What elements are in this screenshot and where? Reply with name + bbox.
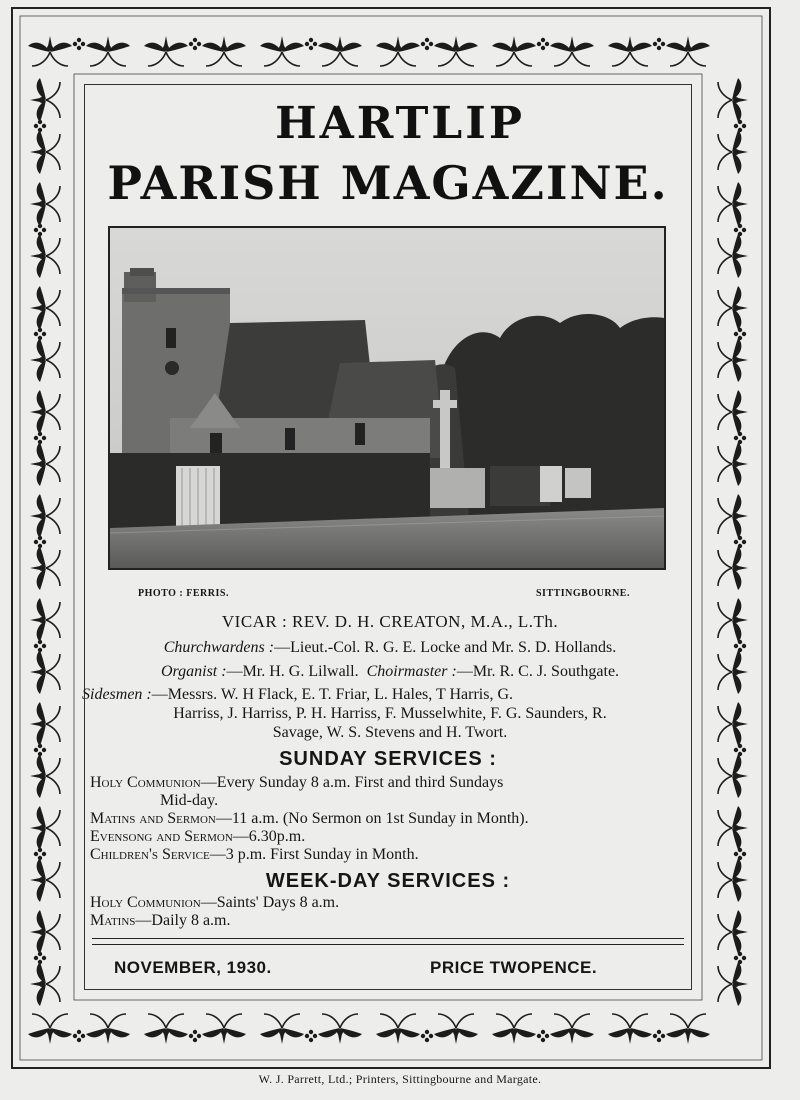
service-time: Mid-day. — [160, 792, 219, 809]
floral-ornament — [30, 650, 60, 694]
choirmaster-label: Choirmaster : — [366, 663, 457, 680]
dot-ornament — [421, 1030, 433, 1042]
sunday-service-row — [90, 773, 503, 792]
floral-ornament — [718, 390, 748, 434]
floral-ornament — [718, 442, 748, 486]
floral-ornament — [376, 1014, 420, 1044]
service-time: —3 p.m. First Sunday in Month. — [209, 846, 419, 863]
dot-ornament — [734, 328, 746, 340]
dot-ornament — [734, 848, 746, 860]
dot-ornament — [305, 1030, 317, 1042]
issue-date: NOVEMBER, 1930. — [114, 958, 272, 977]
floral-ornament — [260, 1014, 304, 1044]
church-photo-image — [110, 228, 664, 568]
floral-ornament — [30, 234, 60, 278]
divider-rule — [92, 938, 684, 945]
floral-ornament — [718, 338, 748, 382]
floral-ornament — [718, 702, 748, 746]
floral-ornament — [550, 1014, 594, 1044]
floral-ornament — [30, 962, 60, 1006]
dot-ornament — [537, 38, 549, 50]
floral-ornament — [28, 1014, 72, 1044]
service-time: —Saints' Days 8 a.m. — [200, 894, 340, 911]
choirmaster-name: —Mr. R. C. J. Southgate. — [456, 663, 620, 680]
floral-ornament — [718, 962, 748, 1006]
floral-ornament — [144, 36, 188, 66]
dot-ornament — [34, 224, 46, 236]
floral-ornament — [718, 858, 748, 902]
dot-ornament — [34, 328, 46, 340]
floral-ornament — [718, 546, 748, 590]
floral-ornament — [86, 36, 130, 66]
floral-ornament — [666, 36, 710, 66]
floral-ornament — [30, 754, 60, 798]
floral-ornament — [666, 1014, 710, 1044]
price: PRICE TWOPENCE. — [430, 958, 598, 977]
organist-line — [80, 662, 700, 681]
dot-ornament — [421, 38, 433, 50]
dot-ornament — [734, 536, 746, 548]
sunday-service-row — [90, 845, 419, 864]
dot-ornament — [305, 38, 317, 50]
weekday-service-row — [90, 911, 231, 930]
sunday-service-row — [90, 827, 305, 846]
photo-location: SITTINGBOURNE. — [536, 588, 630, 599]
floral-ornament — [202, 36, 246, 66]
sunday-services-heading: SUNDAY SERVICES : — [279, 748, 497, 770]
dot-ornament — [34, 744, 46, 756]
service-time: —Daily 8 a.m. — [135, 912, 231, 929]
floral-ornament — [718, 234, 748, 278]
floral-ornament — [376, 36, 420, 66]
floral-ornament — [202, 1014, 246, 1044]
floral-ornament — [30, 442, 60, 486]
floral-ornament — [718, 598, 748, 642]
floral-ornament — [434, 1014, 478, 1044]
churchwardens-line — [80, 638, 700, 657]
churchwardens-label: Churchwardens : — [163, 639, 275, 656]
floral-ornament — [718, 806, 748, 850]
dot-ornament — [734, 640, 746, 652]
floral-ornament — [608, 1014, 652, 1044]
service-name: Holy Communion — [90, 774, 201, 791]
photo-credit: PHOTO : FERRIS. — [138, 588, 229, 599]
sidesmen-label: Sidesmen : — [82, 686, 152, 703]
floral-ornament — [718, 910, 748, 954]
sidesmen-line-1 — [82, 685, 702, 704]
churchwardens-names: —Lieut.-Col. R. G. E. Locke and Mr. S. D. Hollands. — [274, 639, 617, 656]
service-name: Evensong and Sermon — [90, 828, 233, 845]
floral-ornament — [434, 36, 478, 66]
dot-ornament — [34, 536, 46, 548]
dot-ornament — [734, 952, 746, 964]
dot-ornament — [653, 1030, 665, 1042]
floral-ornament — [28, 36, 72, 66]
title-parish-magazine: PARISH MAGAZINE. — [107, 156, 669, 210]
dot-ornament — [34, 432, 46, 444]
dot-ornament — [73, 1030, 85, 1042]
floral-ornament — [30, 910, 60, 954]
floral-ornament — [30, 494, 60, 538]
dot-ornament — [734, 744, 746, 756]
floral-ornament — [30, 598, 60, 642]
dot-ornament — [34, 952, 46, 964]
floral-ornament — [718, 494, 748, 538]
floral-ornament — [718, 286, 748, 330]
service-name: Matins — [90, 912, 136, 929]
printer-imprint: W. J. Parrett, Ltd.; Printers, Sittingbourne and Margate. — [258, 1072, 542, 1086]
floral-ornament — [30, 182, 60, 226]
dot-ornament — [189, 1030, 201, 1042]
sidesmen-names-1: —Messrs. W. H Flack, E. T. Friar, L. Hales, T Harris, G. — [151, 686, 514, 703]
floral-ornament — [718, 182, 748, 226]
floral-ornament — [30, 338, 60, 382]
organist-label: Organist : — [160, 663, 227, 680]
service-time: —Every Sunday 8 a.m. First and third Sundays — [200, 774, 504, 791]
floral-ornament — [318, 1014, 362, 1044]
vicar-line: VICAR : REV. D. H. CREATON, M.A., L.Th. — [221, 612, 559, 631]
floral-ornament — [318, 36, 362, 66]
dot-ornament — [34, 640, 46, 652]
sunday-service-row — [160, 791, 218, 810]
floral-ornament — [718, 650, 748, 694]
title-hartlip: HARTLIP — [275, 98, 525, 149]
floral-ornament — [86, 1014, 130, 1044]
dot-ornament — [34, 848, 46, 860]
sunday-service-row — [90, 809, 529, 828]
sidesmen-line-2: Harriss, J. Harriss, P. H. Harriss, F. Musselwhite, F. G. Saunders, R. — [173, 705, 607, 722]
service-name: Holy Communion — [90, 894, 201, 911]
dot-ornament — [653, 38, 665, 50]
service-time: —11 a.m. (No Sermon on 1st Sunday in Month). — [215, 810, 529, 827]
floral-ornament — [492, 1014, 536, 1044]
dot-ornament — [537, 1030, 549, 1042]
service-name: Matins and Sermon — [90, 810, 216, 827]
service-time: —6.30p.m. — [232, 828, 306, 845]
floral-ornament — [718, 754, 748, 798]
floral-ornament — [608, 36, 652, 66]
organist-name: —Mr. H. G. Lilwall. — [226, 663, 359, 680]
dot-ornament — [734, 432, 746, 444]
floral-ornament — [144, 1014, 188, 1044]
service-name: Children's Service — [90, 846, 210, 863]
dot-ornament — [734, 224, 746, 236]
floral-ornament — [30, 546, 60, 590]
dot-ornament — [73, 38, 85, 50]
floral-ornament — [30, 858, 60, 902]
dot-ornament — [189, 38, 201, 50]
sidesmen-line-3: Savage, W. S. Stevens and H. Twort. — [272, 724, 508, 741]
floral-ornament — [30, 806, 60, 850]
church-photo — [108, 226, 666, 570]
weekday-services-heading: WEEK-DAY SERVICES : — [265, 870, 511, 892]
floral-ornament — [30, 702, 60, 746]
floral-ornament — [492, 36, 536, 66]
floral-ornament — [550, 36, 594, 66]
floral-ornament — [30, 390, 60, 434]
floral-ornament — [260, 36, 304, 66]
floral-ornament — [30, 286, 60, 330]
weekday-service-row — [90, 893, 339, 912]
